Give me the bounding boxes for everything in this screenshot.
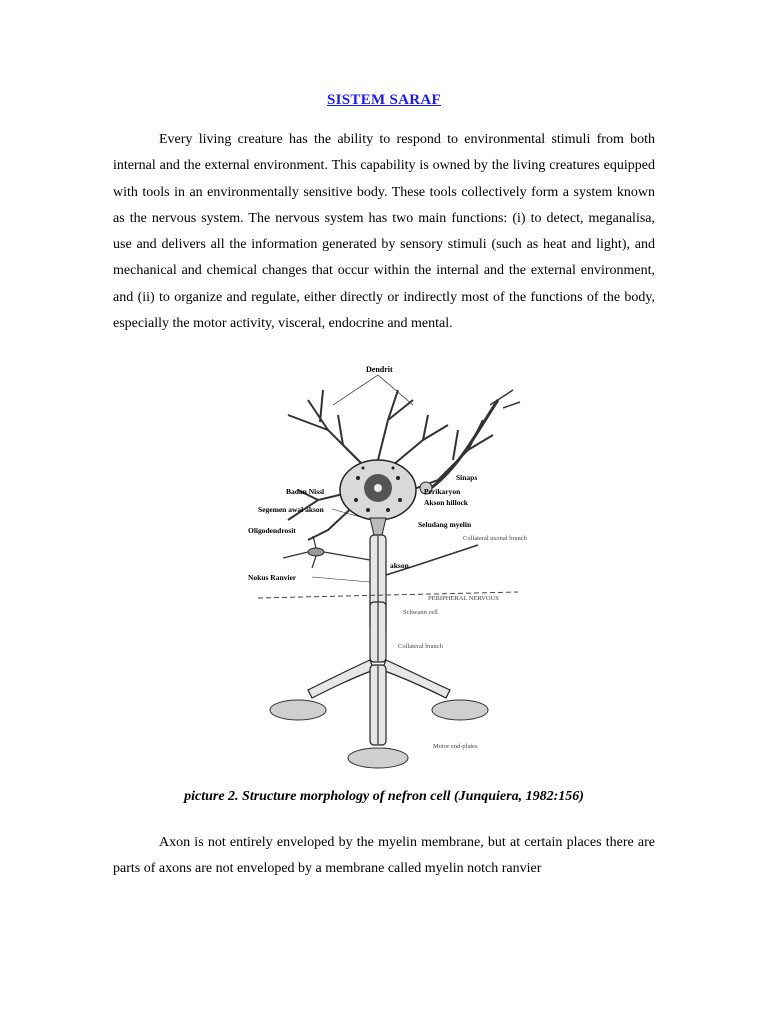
terminal-branches (308, 660, 450, 745)
pointer-line (333, 375, 378, 405)
intro-paragraph (113, 127, 655, 337)
label-perikaryon: Perikaryon (424, 487, 461, 496)
second-paragraph (113, 830, 655, 883)
label-peripheral: PERIPHERAL NERVOUS (428, 595, 499, 602)
label-collateral-axonal: Collateral axonal branch (463, 535, 527, 542)
label-akson-hillock: Akson hillock (424, 498, 468, 507)
oligodendrocyte-processes (283, 536, 370, 568)
axon-hillock (370, 518, 386, 535)
label-segmen-awal: Segemen awal akson (258, 505, 324, 514)
oligodendrocyte (308, 548, 324, 556)
neuron-illustration (228, 360, 528, 780)
figure-caption: picture 2. Structure morphology of nefron cell (Junquiera, 1982:156) (184, 789, 584, 804)
intro-paragraph-text: Every living creature has the ability to respond to environmental stimuli from both internal and the external environment. This capability is owned by the living creatures equipped with tools in an environmentally sensitive body. These tools collectively form a system known as the nervous system. The nervous system has two main functions: (i) to detect, meganalisa, use and delivers all the information generated by sensory stimuli (such as heat and light), and mechanical and chemical changes that occur within the internal and the external environment, and (ii) to organize and regulate, either directly or indirectly most of the functions of the body, especially the motor activity, visceral, endocrine and mental. (113, 132, 655, 332)
label-motor-end: Motor end-plates (433, 743, 478, 750)
second-paragraph-text: Axon is not entirely enveloped by the myelin membrane, but at certain places there are parts of axons are not enveloped by a membrane called myelin notch ranvier (113, 835, 655, 877)
label-schwann: Schwann cell (403, 609, 438, 616)
label-oligodendrosit: Oligodendrosit (248, 526, 296, 535)
label-seludang-myelin: Seludang myelin (418, 520, 472, 529)
label-dendrit: Dendrit (366, 365, 393, 374)
nucleolus (374, 484, 382, 492)
label-collateral-branch: Collateral branch (398, 643, 443, 650)
neuron-figure (228, 360, 528, 780)
collateral-axonal-branch (386, 545, 478, 575)
label-akson: akson (390, 561, 409, 570)
page-title: SISTEM SARAF (326, 92, 442, 108)
label-nokus-ranvier: Nokus Ranvier (248, 573, 297, 582)
label-sinaps: Sinaps (456, 473, 478, 482)
pointer-line (312, 577, 370, 582)
label-badan-nissl: Badan Nissl (286, 487, 325, 496)
